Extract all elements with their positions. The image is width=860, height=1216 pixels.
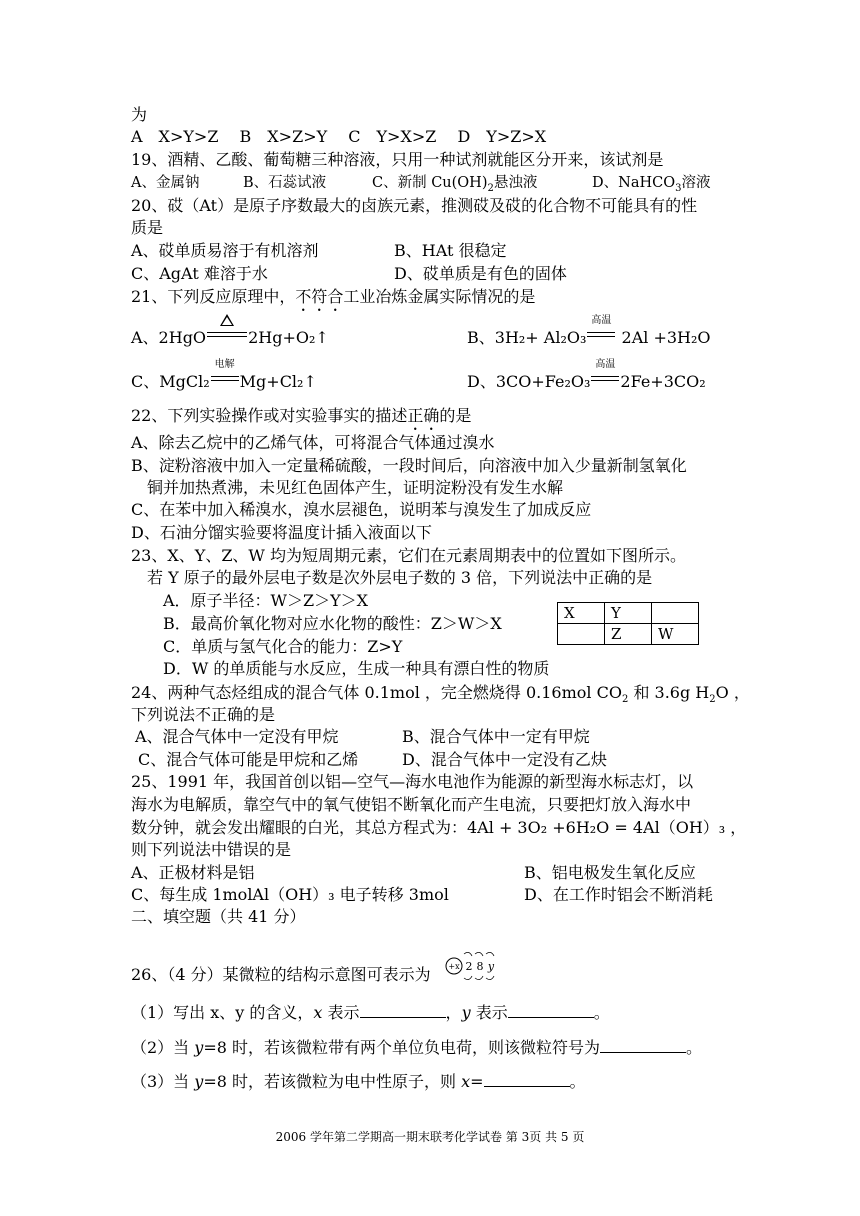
q25-stem-line4: 则下列说法中错误的是 — [131, 840, 292, 859]
q20-option-a: A、砹单质易溶于有机溶剂 — [131, 241, 319, 260]
periodic-row-2 — [558, 624, 699, 645]
q21-option-c: C、MgCl₂ 电解 Mg+Cl₂↑ — [131, 359, 317, 391]
q23-option-b: B．最高价氧化物对应水化物的酸性：Z＞W＞X — [163, 614, 502, 633]
cell-empty-1 — [652, 603, 699, 624]
heat-condition — [206, 327, 248, 349]
q26-part-2: （2）当 y=8 时，若该微粒带有两个单位负电荷，则该微粒符号为 。 — [131, 1038, 703, 1057]
periodic-row-1 — [558, 603, 699, 624]
answer-blank-symbol[interactable] — [600, 1036, 686, 1053]
q25-option-b: B、铝电极发生氧化反应 — [524, 863, 696, 882]
q20-stem-line2: 质是 — [131, 218, 164, 237]
q26-stem: 26、（4 分）某微粒的结构示意图可表示为 — [131, 965, 431, 984]
section-2-heading: 二、填空题（共 41 分） — [131, 907, 306, 926]
q22-option-c: C、在苯中加入稀溴水，溴水层褪色，说明苯与溴发生了加成反应 — [131, 500, 592, 519]
answer-blank-x[interactable] — [360, 1001, 446, 1018]
q24-option-d: D、混合气体中一定没有乙炔 — [402, 750, 607, 769]
q21-stem: 21、下列反应原理中，不符合工业冶炼金属实际情况的是 — [131, 287, 536, 306]
q20-option-c: C、AgAt 难溶于水 — [131, 264, 268, 283]
cell-y: Y — [605, 603, 652, 624]
electrolysis-condition: 电解 — [210, 371, 240, 393]
periodic-table-fragment — [557, 602, 699, 645]
q23-option-a: A．原子半径：W＞Z＞Y＞X — [163, 591, 369, 610]
page-footer: 2006 学年第二学期高一期末联考化学试卷 第 3页 共 5 页 — [275, 1130, 585, 1144]
q19-option-a: A、金属钠 — [131, 175, 200, 191]
q20-option-b: B、HAt 很稳定 — [394, 241, 507, 260]
cell-z: Z — [605, 624, 652, 645]
q24-option-c: C、混合气体可能是甲烷和乙烯 — [138, 750, 359, 769]
q22-stem: 22、下列实验操作或对实验事实的描述正确的是 — [131, 406, 472, 425]
nucleus-charge: +x — [448, 962, 460, 971]
answer-blank-y[interactable] — [508, 1001, 594, 1018]
q19-stem: 19、酒精、乙酸、葡萄糖三种溶液，只用一种试剂就能区分开来，该试剂是 — [131, 150, 664, 169]
q23-stem-line2: 若 Y 原子的最外层电子数是次外层电子数的 3 倍，下列说法中正确的是 — [147, 568, 653, 587]
heat-triangle-icon — [220, 314, 234, 326]
high-temp-condition: 高温 — [586, 327, 616, 349]
shell-2-count: 8 — [476, 960, 484, 973]
q26-part-3: （3）当 y=8 时，若该微粒为电中性原子，则 x= 。 — [131, 1072, 586, 1091]
q20-option-d: D、砹单质是有色的固体 — [394, 264, 567, 283]
q19-option-c: C、新制 $Cu(OH)_2$悬浊液 — [372, 175, 538, 194]
q24-option-a: A、混合气体中一定没有甲烷 — [135, 727, 339, 746]
q19-option-d: D、NaHCO$_3$溶液 — [592, 175, 711, 194]
q20-stem-line1: 20、砹（At）是原子序数最大的卤族元素，推测砹及砹的化合物不可能具有的性 — [131, 196, 698, 215]
cell-empty-2 — [558, 624, 605, 645]
cell-x: X — [558, 603, 605, 624]
q19-option-b: B、石蕊试液 — [243, 175, 327, 191]
q25-stem-line2: 海水为电解质，靠空气中的氧气使铝不断氧化而产生电流，只要把灯放入海水中 — [131, 795, 692, 814]
cell-w: W — [652, 624, 699, 645]
q26-part-1: （1）写出 x、y 的含义，x 表示 ，y 表示 。 — [131, 1003, 610, 1022]
q25-stem-line1: 25、1991 年，我国首创以铝—空气—海水电池作为能源的新型海水标志灯，以 — [131, 772, 694, 791]
q25-option-d: D、在工作时铝会不断消耗 — [524, 885, 713, 904]
q21-option-a: A、2HgO 2Hg+O₂↑ — [131, 327, 329, 349]
high-temp-condition-2: 高温 — [590, 371, 620, 393]
q25-option-a: A、正极材料是铝 — [131, 863, 255, 882]
shell-1-count: 2 — [465, 960, 473, 973]
q23-stem-line1: 23、X、Y、Z、W 均为短周期元素，它们在元素周期表中的位置如下图所示。 — [131, 546, 686, 565]
q24-option-b: B、混合气体中一定有甲烷 — [402, 727, 590, 746]
q21-option-d: D、3CO+Fe₂O₃ 高温 2Fe+3CO₂ — [467, 359, 706, 391]
q22-option-b-line1: B、淀粉溶液中加入一定量稀硫酸，一段时间后，向溶液中加入少量新制氢氧化 — [131, 456, 687, 475]
q23-option-d: D．W 的单质能与水反应，生成一种具有漂白性的物质 — [163, 659, 550, 678]
q22-option-b-line2: 铜并加热煮沸，未见红色固体产生，证明淀粉没有发生水解 — [147, 478, 564, 497]
q18-options: A X>Y>Z B X>Z>Y C Y>X>Z D Y>Z>X — [131, 127, 547, 146]
q24-stem-line1: 24、两种气态烃组成的混合气体 0.1mol ，完全燃烧得 0.16mol $CO_2$ 和 3.6g $H_2O$ ， — [131, 683, 750, 706]
shell-3-count: y — [487, 960, 495, 973]
q21-option-b: B、3H₂+ Al₂O₃ 高温 2Al +3H₂O — [467, 315, 711, 347]
q25-stem-line3: 数分钟，就会发出耀眼的白光，其总方程式为：4Al + 3O₂ +6H₂O = 4Al（OH）₃ ， — [131, 818, 747, 837]
q25-option-c: C、每生成 1molAl（OH）₃ 电子转移 3mol — [131, 885, 449, 904]
q23-option-c: C．单质与氢气化合的能力：Z>Y — [163, 637, 403, 656]
line-prev-question-tail: 为 — [131, 105, 148, 124]
q22-option-a: A、除去乙烷中的乙烯气体，可将混合气体通过溴水 — [131, 433, 495, 452]
q22-option-d: D、石油分馏实验要将温度计插入液面以下 — [131, 523, 432, 542]
answer-blank-x-value[interactable] — [484, 1070, 570, 1087]
q24-stem-line2: 下列说法不正确的是 — [131, 705, 276, 724]
atom-structure-diagram — [444, 948, 506, 984]
